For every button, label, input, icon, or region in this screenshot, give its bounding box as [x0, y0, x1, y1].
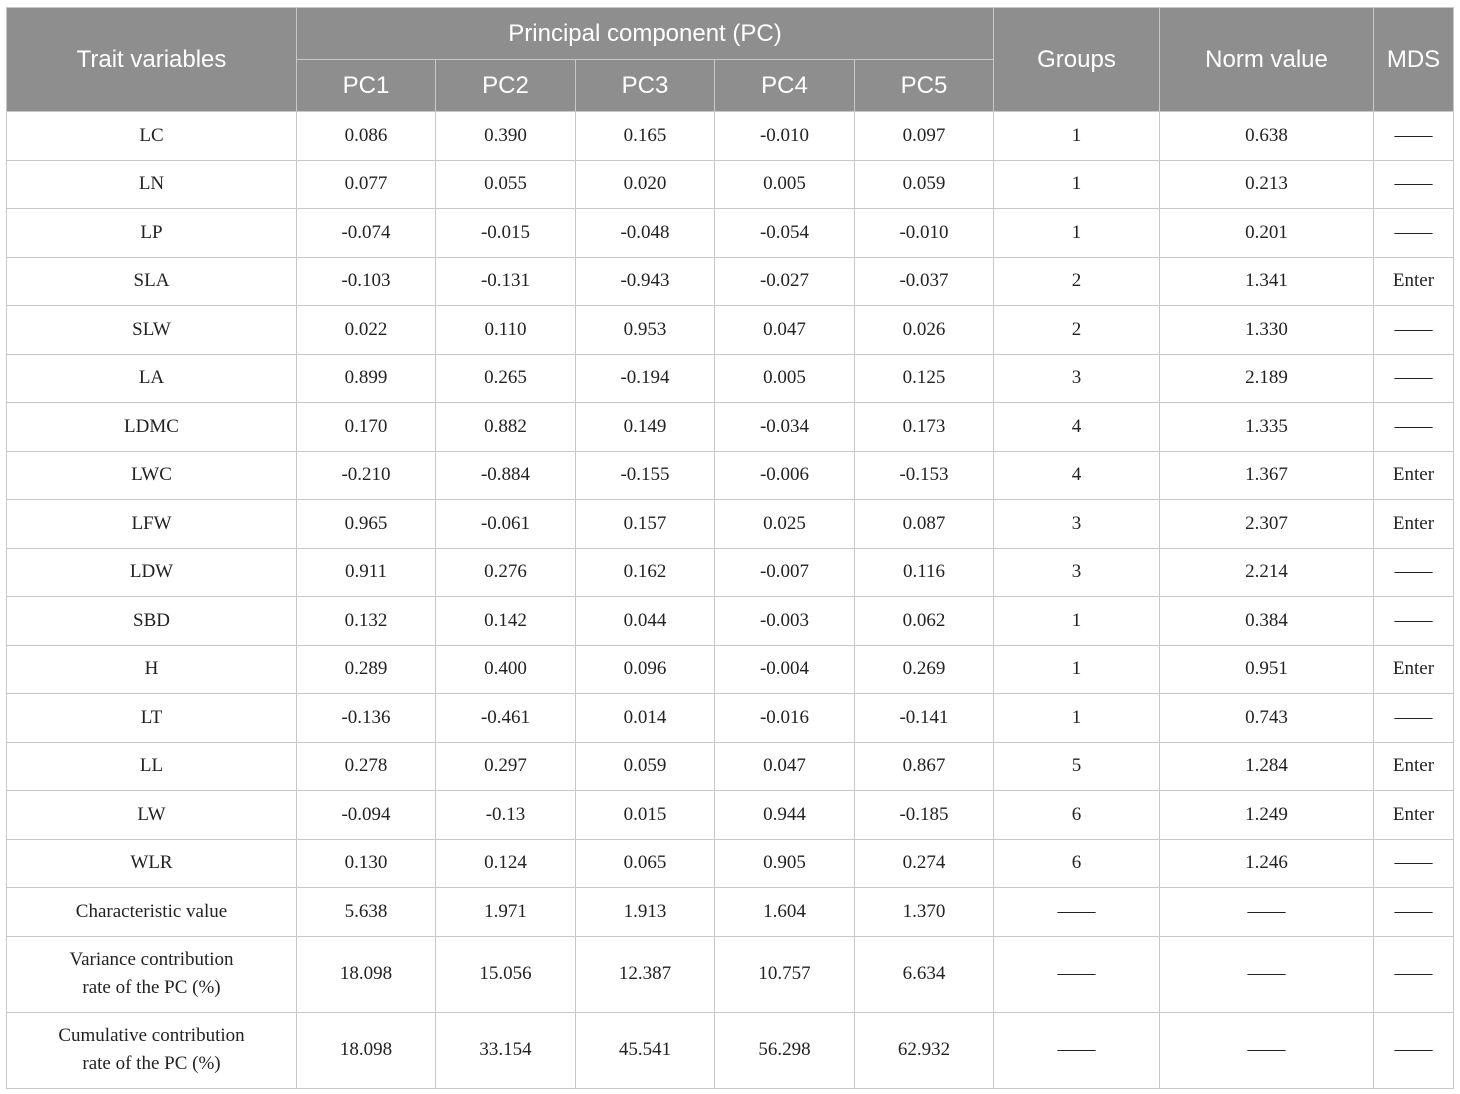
norm-value-cell: 1.330: [1160, 306, 1374, 355]
header-trait: Trait variables: [7, 8, 297, 112]
pc3-cell: 0.162: [576, 548, 715, 597]
header-pc3: PC3: [576, 60, 715, 112]
pc1-cell: 0.170: [297, 403, 436, 452]
pc5-cell: -0.010: [855, 209, 994, 258]
trait-cell: LN: [7, 160, 297, 209]
mds-cell: Enter: [1374, 645, 1454, 694]
pc2-cell: -0.061: [436, 500, 576, 549]
mds-cell: ——: [1374, 160, 1454, 209]
pc4-cell: 0.005: [715, 354, 855, 403]
trait-cell: LFW: [7, 500, 297, 549]
pc2-cell: 0.390: [436, 112, 576, 161]
group-cell: 3: [994, 500, 1160, 549]
mds-cell: ——: [1374, 306, 1454, 355]
norm-value-cell: 0.384: [1160, 597, 1374, 646]
norm-value-cell: 0.201: [1160, 209, 1374, 258]
trait-cell: LL: [7, 742, 297, 791]
norm-value-cell: 1.249: [1160, 791, 1374, 840]
mds-cell: ——: [1374, 597, 1454, 646]
pc1-cell: -0.074: [297, 209, 436, 258]
norm-value-cell: 1.367: [1160, 451, 1374, 500]
mds-cell: ——: [1374, 354, 1454, 403]
trait-cell: LDMC: [7, 403, 297, 452]
mds-cell: Enter: [1374, 257, 1454, 306]
group-cell: 3: [994, 548, 1160, 597]
pc4-cell: -0.003: [715, 597, 855, 646]
pc5-cell: 6.634: [855, 936, 994, 1012]
norm-value-cell: 0.951: [1160, 645, 1374, 694]
header-pc5: PC5: [855, 60, 994, 112]
trait-cell: LWC: [7, 451, 297, 500]
pc3-cell: -0.194: [576, 354, 715, 403]
trait-line-2: rate of the PC (%): [82, 977, 221, 998]
pc4-cell: -0.034: [715, 403, 855, 452]
header-principal-component: Principal component (PC): [297, 8, 994, 60]
trait-cell: [7, 1012, 297, 1088]
table-row: [7, 209, 1454, 258]
trait-cell: [7, 936, 297, 1012]
table-row: [7, 742, 1454, 791]
norm-value-cell: 1.335: [1160, 403, 1374, 452]
table-row: [7, 888, 1454, 937]
norm-value-cell: 1.246: [1160, 839, 1374, 888]
pc5-cell: -0.141: [855, 694, 994, 743]
mds-cell: Enter: [1374, 742, 1454, 791]
table-row: [7, 645, 1454, 694]
pc5-cell: -0.037: [855, 257, 994, 306]
group-cell: 1: [994, 694, 1160, 743]
mds-cell: Enter: [1374, 451, 1454, 500]
mds-cell: ——: [1374, 839, 1454, 888]
pc2-cell: 0.400: [436, 645, 576, 694]
mds-cell: ——: [1374, 694, 1454, 743]
pca-table: [6, 7, 1454, 1089]
pc2-cell: 15.056: [436, 936, 576, 1012]
pc2-cell: -0.884: [436, 451, 576, 500]
pc2-cell: 1.971: [436, 888, 576, 937]
pc2-cell: 0.110: [436, 306, 576, 355]
mds-cell: Enter: [1374, 791, 1454, 840]
pc5-cell: 0.087: [855, 500, 994, 549]
summary-row: [7, 1012, 1454, 1088]
group-cell: 1: [994, 209, 1160, 258]
pc2-cell: -0.015: [436, 209, 576, 258]
pc3-cell: 12.387: [576, 936, 715, 1012]
norm-value-cell: 0.213: [1160, 160, 1374, 209]
table-row: [7, 403, 1454, 452]
group-cell: 5: [994, 742, 1160, 791]
pc4-cell: 56.298: [715, 1012, 855, 1088]
pc2-cell: -0.461: [436, 694, 576, 743]
summary-row: [7, 936, 1454, 1012]
group-cell: 1: [994, 160, 1160, 209]
pc2-cell: 0.055: [436, 160, 576, 209]
trait-cell: LA: [7, 354, 297, 403]
trait-cell: WLR: [7, 839, 297, 888]
pc3-cell: 0.157: [576, 500, 715, 549]
pc4-cell: 0.944: [715, 791, 855, 840]
pc1-cell: 0.899: [297, 354, 436, 403]
pc1-cell: -0.094: [297, 791, 436, 840]
pc1-cell: -0.136: [297, 694, 436, 743]
pc3-cell: 0.165: [576, 112, 715, 161]
header-pc4: PC4: [715, 60, 855, 112]
pc5-cell: 0.269: [855, 645, 994, 694]
group-cell: 4: [994, 403, 1160, 452]
trait-cell: SLA: [7, 257, 297, 306]
pc4-cell: 1.604: [715, 888, 855, 937]
group-cell: 6: [994, 839, 1160, 888]
group-cell: 1: [994, 597, 1160, 646]
pc2-cell: 0.297: [436, 742, 576, 791]
pc3-cell: 1.913: [576, 888, 715, 937]
pc1-cell: -0.103: [297, 257, 436, 306]
pc1-cell: 0.289: [297, 645, 436, 694]
table-row: [7, 694, 1454, 743]
norm-value-cell: 1.341: [1160, 257, 1374, 306]
pc1-cell: 0.022: [297, 306, 436, 355]
group-cell: 3: [994, 354, 1160, 403]
trait-cell: LP: [7, 209, 297, 258]
norm-value-cell: 2.307: [1160, 500, 1374, 549]
norm-value-cell: ——: [1160, 1012, 1374, 1088]
group-cell: ——: [994, 1012, 1160, 1088]
norm-value-cell: ——: [1160, 888, 1374, 937]
table-row: [7, 451, 1454, 500]
group-cell: 6: [994, 791, 1160, 840]
pc3-cell: 0.020: [576, 160, 715, 209]
pc5-cell: 62.932: [855, 1012, 994, 1088]
pc4-cell: 0.047: [715, 742, 855, 791]
pc1-cell: 0.086: [297, 112, 436, 161]
pc2-cell: 33.154: [436, 1012, 576, 1088]
norm-value-cell: ——: [1160, 936, 1374, 1012]
pc4-cell: -0.054: [715, 209, 855, 258]
pc4-cell: -0.006: [715, 451, 855, 500]
pc3-cell: 0.059: [576, 742, 715, 791]
pc5-cell: 1.370: [855, 888, 994, 937]
mds-cell: ——: [1374, 403, 1454, 452]
pc5-cell: 0.059: [855, 160, 994, 209]
pc1-cell: -0.210: [297, 451, 436, 500]
pc4-cell: 0.025: [715, 500, 855, 549]
table-row: [7, 257, 1454, 306]
pc2-cell: 0.882: [436, 403, 576, 452]
table-row: [7, 839, 1454, 888]
norm-value-cell: 2.189: [1160, 354, 1374, 403]
pc3-cell: -0.155: [576, 451, 715, 500]
group-cell: ——: [994, 888, 1160, 937]
pc5-cell: 0.026: [855, 306, 994, 355]
pc3-cell: 0.044: [576, 597, 715, 646]
table-row: [7, 112, 1454, 161]
header-row-top: [7, 8, 1454, 60]
header-norm-value: Norm value: [1160, 8, 1374, 112]
group-cell: 1: [994, 645, 1160, 694]
pc5-cell: 0.173: [855, 403, 994, 452]
table-row: [7, 160, 1454, 209]
header-groups: Groups: [994, 8, 1160, 112]
pc4-cell: 0.005: [715, 160, 855, 209]
pc1-cell: 18.098: [297, 936, 436, 1012]
pc5-cell: 0.116: [855, 548, 994, 597]
trait-cell: H: [7, 645, 297, 694]
pc4-cell: -0.004: [715, 645, 855, 694]
pc5-cell: 0.097: [855, 112, 994, 161]
mds-cell: ——: [1374, 888, 1454, 937]
trait-cell: Characteristic value: [7, 888, 297, 937]
pc4-cell: -0.016: [715, 694, 855, 743]
pc1-cell: 0.132: [297, 597, 436, 646]
pc3-cell: 45.541: [576, 1012, 715, 1088]
group-cell: 2: [994, 306, 1160, 355]
header-pc1: PC1: [297, 60, 436, 112]
pc1-cell: 5.638: [297, 888, 436, 937]
pc3-cell: 0.096: [576, 645, 715, 694]
pc5-cell: 0.274: [855, 839, 994, 888]
trait-cell: SLW: [7, 306, 297, 355]
norm-value-cell: 1.284: [1160, 742, 1374, 791]
pc4-cell: -0.010: [715, 112, 855, 161]
pc2-cell: 0.265: [436, 354, 576, 403]
mds-cell: ——: [1374, 936, 1454, 1012]
trait-cell: LDW: [7, 548, 297, 597]
table-row: [7, 354, 1454, 403]
trait-line-2: rate of the PC (%): [82, 1053, 221, 1074]
pc4-cell: 10.757: [715, 936, 855, 1012]
group-cell: 1: [994, 112, 1160, 161]
table-row: [7, 500, 1454, 549]
table-row: [7, 548, 1454, 597]
trait-cell: LC: [7, 112, 297, 161]
pc5-cell: -0.185: [855, 791, 994, 840]
pc1-cell: 0.278: [297, 742, 436, 791]
pc4-cell: -0.007: [715, 548, 855, 597]
table-row: [7, 306, 1454, 355]
pc3-cell: 0.014: [576, 694, 715, 743]
pc1-cell: 0.911: [297, 548, 436, 597]
pc3-cell: -0.048: [576, 209, 715, 258]
table-body: [7, 112, 1454, 1089]
pc3-cell: 0.015: [576, 791, 715, 840]
group-cell: ——: [994, 936, 1160, 1012]
norm-value-cell: 0.638: [1160, 112, 1374, 161]
table-row: [7, 597, 1454, 646]
pc2-cell: 0.142: [436, 597, 576, 646]
pc5-cell: -0.153: [855, 451, 994, 500]
mds-cell: ——: [1374, 209, 1454, 258]
trait-cell: SBD: [7, 597, 297, 646]
pc5-cell: 0.867: [855, 742, 994, 791]
norm-value-cell: 0.743: [1160, 694, 1374, 743]
pc3-cell: -0.943: [576, 257, 715, 306]
pc5-cell: 0.062: [855, 597, 994, 646]
pc2-cell: 0.276: [436, 548, 576, 597]
mds-cell: Enter: [1374, 500, 1454, 549]
pc4-cell: 0.047: [715, 306, 855, 355]
header-pc2: PC2: [436, 60, 576, 112]
table-row: [7, 791, 1454, 840]
group-cell: 4: [994, 451, 1160, 500]
trait-line-1: Variance contribution: [69, 949, 234, 970]
group-cell: 2: [994, 257, 1160, 306]
mds-cell: ——: [1374, 1012, 1454, 1088]
pc1-cell: 0.130: [297, 839, 436, 888]
pc5-cell: 0.125: [855, 354, 994, 403]
pc4-cell: 0.905: [715, 839, 855, 888]
mds-cell: ——: [1374, 548, 1454, 597]
pc2-cell: 0.124: [436, 839, 576, 888]
mds-cell: ——: [1374, 112, 1454, 161]
pc1-cell: 18.098: [297, 1012, 436, 1088]
pc2-cell: -0.13: [436, 791, 576, 840]
pc3-cell: 0.065: [576, 839, 715, 888]
trait-line-1: Cumulative contribution: [58, 1025, 245, 1046]
trait-cell: LW: [7, 791, 297, 840]
pc3-cell: 0.953: [576, 306, 715, 355]
norm-value-cell: 2.214: [1160, 548, 1374, 597]
header-mds: MDS: [1374, 8, 1454, 112]
pc2-cell: -0.131: [436, 257, 576, 306]
pc3-cell: 0.149: [576, 403, 715, 452]
pc4-cell: -0.027: [715, 257, 855, 306]
trait-cell: LT: [7, 694, 297, 743]
pc1-cell: 0.965: [297, 500, 436, 549]
pc1-cell: 0.077: [297, 160, 436, 209]
